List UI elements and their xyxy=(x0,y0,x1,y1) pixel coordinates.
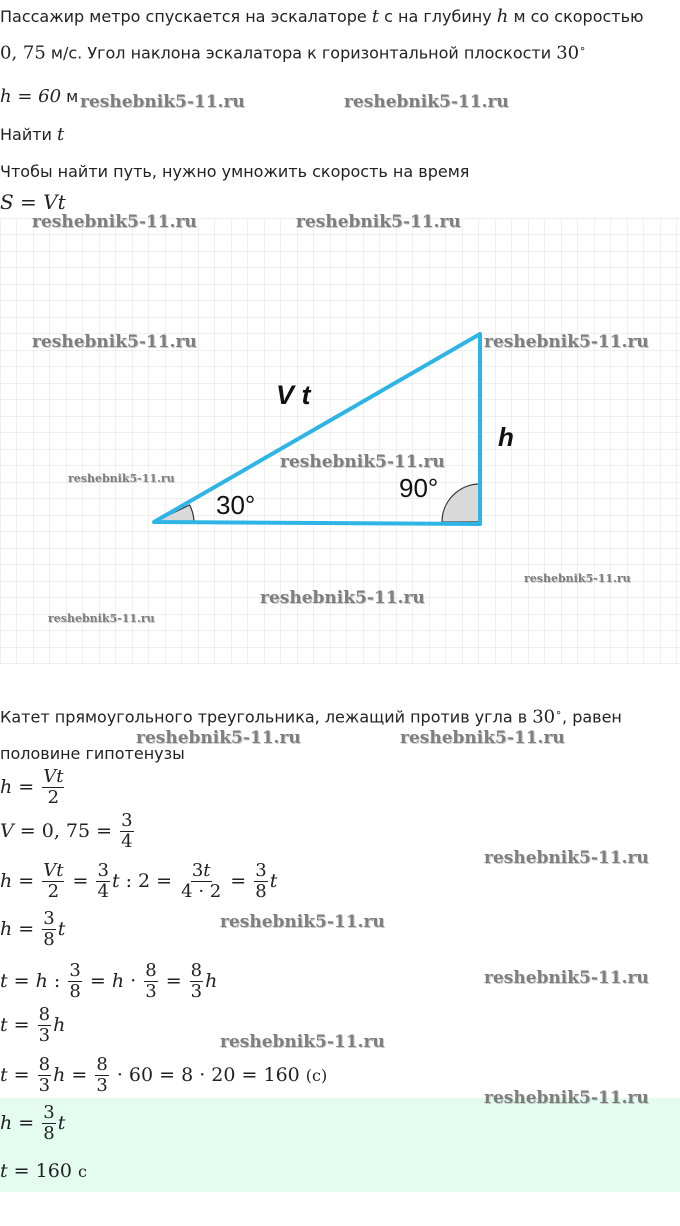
eq-v-value: V = 0, 75 = $\frac{3}{4}$ xyxy=(0,810,133,852)
watermark: reshebnik5-11.ru xyxy=(344,92,509,112)
label-hypotenuse: V t xyxy=(276,380,311,410)
answer-h: h = $\frac{3}{8}$ t xyxy=(0,1102,66,1144)
eq-t-derivation: t = h : $\frac{3}{8}$ = h · $\frac{8}{3}$ = $\frac{8}{3}$ h xyxy=(0,960,218,1002)
label-leg-h: h xyxy=(498,422,514,452)
watermark: reshebnik5-11.ru xyxy=(220,912,385,932)
answer-box xyxy=(0,1098,680,1192)
theorem-line-2: половине гипотенузы xyxy=(0,744,185,763)
eq-h-result: h = $\frac{3}{8}$ t xyxy=(0,908,66,950)
watermark: reshebnik5-11.ru xyxy=(484,1088,649,1108)
theorem-line-1: Катет прямоугольного треугольника, лежащий против угла в 30∘, равен xyxy=(0,706,622,728)
eq-h-vt-2: h = $\frac{Vt}{2}$ xyxy=(0,766,64,808)
watermark: reshebnik5-11.ru xyxy=(524,572,631,585)
problem-line-1: Пассажир метро спускается на эскалаторе t с на глубину h м со скоростью xyxy=(0,6,644,27)
watermark: reshebnik5-11.ru xyxy=(32,332,197,352)
watermark: reshebnik5-11.ru xyxy=(68,472,175,485)
watermark: reshebnik5-11.ru xyxy=(260,588,425,608)
eq-h-derivation: h = $\frac{Vt}{2}$ = $\frac{3}{4}$ t : 2 = $\frac{3t}{4 \cdot 2}$ = $\frac{3}{8}$ t xyxy=(0,860,278,902)
given-h: h = 60 м xyxy=(0,86,79,107)
watermark: reshebnik5-11.ru xyxy=(296,212,461,232)
watermark: reshebnik5-11.ru xyxy=(136,728,301,748)
eq-t-result: t = $\frac{8}{3}$ h xyxy=(0,1004,66,1046)
watermark: reshebnik5-11.ru xyxy=(48,612,155,625)
problem-line-2: 0, 75 м/с. Угол наклона эскалатора к горизонтальной плоскости 30∘ xyxy=(0,42,587,64)
label-angle-30: 30° xyxy=(216,490,256,520)
watermark: reshebnik5-11.ru xyxy=(400,728,565,748)
watermark: reshebnik5-11.ru xyxy=(484,848,649,868)
watermark: reshebnik5-11.ru xyxy=(32,212,197,232)
watermark: reshebnik5-11.ru xyxy=(484,968,649,988)
path-explanation: Чтобы найти путь, нужно умножить скорость на время xyxy=(0,162,470,181)
watermark: reshebnik5-11.ru xyxy=(220,1032,385,1052)
formula-s: S = Vt xyxy=(0,190,66,214)
answer-t: t = 160 с xyxy=(0,1160,87,1182)
watermark: reshebnik5-11.ru xyxy=(484,332,649,352)
eq-t-numeric: t = $\frac{8}{3}$ h = $\frac{8}{3}$ · 60 = 8 · 20 = 160 (с) xyxy=(0,1054,328,1096)
label-angle-90: 90° xyxy=(399,473,439,503)
find-line: Найти t xyxy=(0,124,65,145)
watermark: reshebnik5-11.ru xyxy=(80,92,245,112)
watermark: reshebnik5-11.ru xyxy=(280,452,445,472)
